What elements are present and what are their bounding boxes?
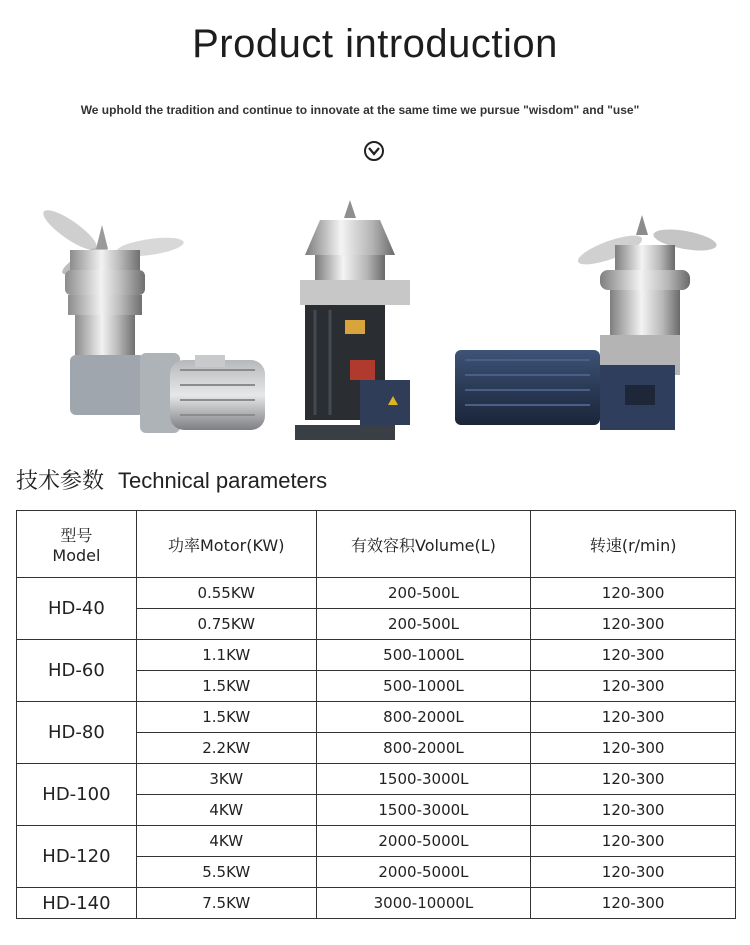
motor-cell: 1.5KW xyxy=(136,671,316,702)
speed-cell: 120-300 xyxy=(531,578,736,609)
model-cell: HD-40 xyxy=(17,578,137,640)
volume-cell: 200-500L xyxy=(316,609,531,640)
volume-cell: 1500-3000L xyxy=(316,764,531,795)
volume-cell: 800-2000L xyxy=(316,702,531,733)
product-photo-2 xyxy=(290,200,420,450)
page-title: Product introduction xyxy=(192,22,558,66)
table-row xyxy=(17,764,736,795)
motor-cell: 0.55KW xyxy=(136,578,316,609)
model-cell: HD-120 xyxy=(17,826,137,888)
speed-cell: 120-300 xyxy=(531,702,736,733)
model-cell: HD-100 xyxy=(17,764,137,826)
product-photo-3 xyxy=(450,215,720,440)
motor-cell: 4KW xyxy=(136,826,316,857)
motor-cell: 0.75KW xyxy=(136,609,316,640)
speed-cell: 120-300 xyxy=(531,764,736,795)
speed-cell: 120-300 xyxy=(531,609,736,640)
header-speed: 转速(r/min) xyxy=(531,511,736,578)
motor-cell: 7.5KW xyxy=(136,888,316,919)
page-subtitle: We uphold the tradition and continue to innovate at the same time we pursue "wisdom" and "use" xyxy=(80,103,640,117)
volume-cell: 3000-10000L xyxy=(316,888,531,919)
speed-cell: 120-300 xyxy=(531,671,736,702)
scroll-down-button[interactable] xyxy=(364,141,384,161)
volume-cell: 500-1000L xyxy=(316,640,531,671)
speed-cell: 120-300 xyxy=(531,795,736,826)
spec-table xyxy=(16,510,736,919)
section-title-en: Technical parameters xyxy=(118,468,328,493)
motor-cell: 3KW xyxy=(136,764,316,795)
table-row xyxy=(17,578,736,609)
table-header-row xyxy=(17,511,736,578)
header-volume: 有效容积Volume(L) xyxy=(316,511,531,578)
table-row xyxy=(17,702,736,733)
product-photo-1 xyxy=(30,205,280,440)
speed-cell: 120-300 xyxy=(531,733,736,764)
header-motor: 功率Motor(KW) xyxy=(136,511,316,578)
motor-cell: 2.2KW xyxy=(136,733,316,764)
chevron-down-icon xyxy=(368,146,380,156)
volume-cell: 2000-5000L xyxy=(316,826,531,857)
volume-cell: 2000-5000L xyxy=(316,857,531,888)
table-row xyxy=(17,826,736,857)
table-row xyxy=(17,640,736,671)
speed-cell: 120-300 xyxy=(531,888,736,919)
motor-cell: 1.5KW xyxy=(136,702,316,733)
volume-cell: 800-2000L xyxy=(316,733,531,764)
volume-cell: 200-500L xyxy=(316,578,531,609)
volume-cell: 1500-3000L xyxy=(316,795,531,826)
model-cell: HD-140 xyxy=(17,888,137,919)
table-row xyxy=(17,888,736,919)
motor-cell: 5.5KW xyxy=(136,857,316,888)
header-model xyxy=(17,511,137,578)
section-heading xyxy=(16,464,327,495)
speed-cell: 120-300 xyxy=(531,826,736,857)
product-gallery xyxy=(0,190,750,460)
motor-cell: 4KW xyxy=(136,795,316,826)
model-cell: HD-60 xyxy=(17,640,137,702)
model-cell: HD-80 xyxy=(17,702,137,764)
speed-cell: 120-300 xyxy=(531,640,736,671)
section-title-cn: 技术参数 xyxy=(16,469,105,494)
volume-cell: 500-1000L xyxy=(316,671,531,702)
header-model-en: Model xyxy=(52,546,101,565)
motor-cell: 1.1KW xyxy=(136,640,316,671)
header-model-cn: 型号 xyxy=(60,526,93,545)
speed-cell: 120-300 xyxy=(531,857,736,888)
